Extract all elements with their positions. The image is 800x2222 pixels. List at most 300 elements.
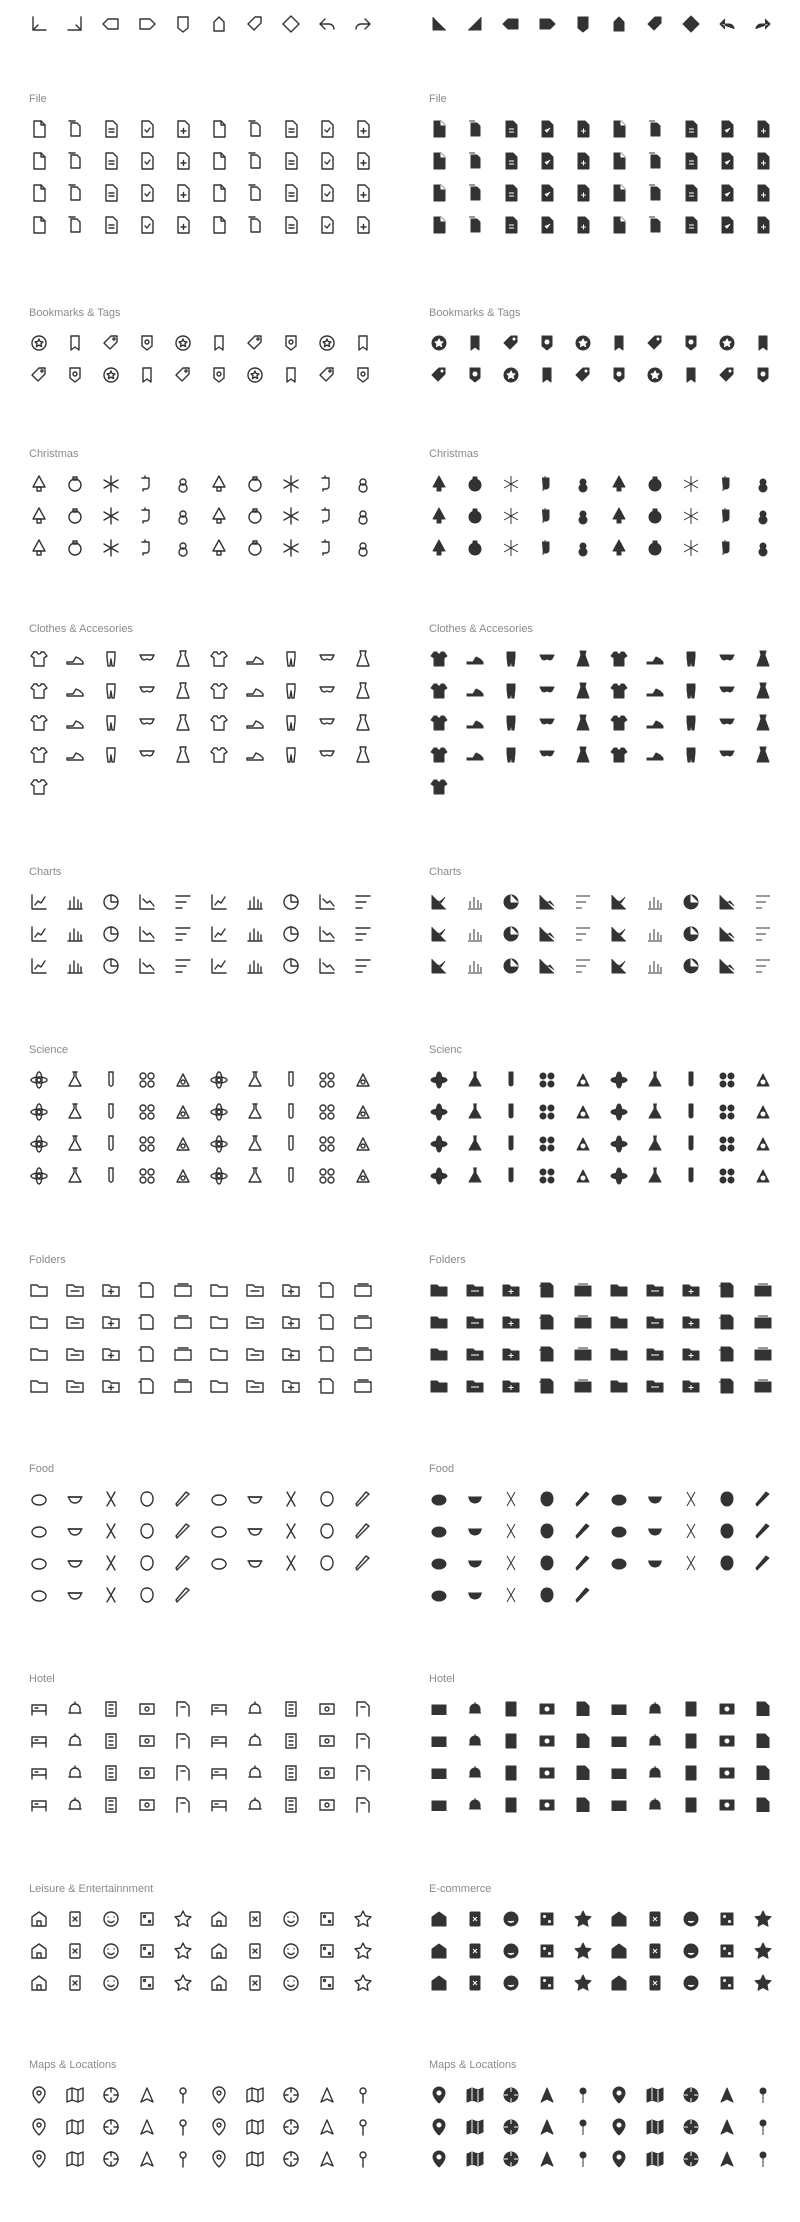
folder-icon bbox=[681, 1344, 701, 1364]
map-icon bbox=[537, 2149, 557, 2169]
chart-icon bbox=[465, 956, 485, 976]
science-icon bbox=[65, 1134, 85, 1154]
icon-grid bbox=[429, 2085, 779, 2169]
folder-icon bbox=[717, 1280, 737, 1300]
science-icon bbox=[573, 1070, 593, 1090]
science-icon bbox=[101, 1070, 121, 1090]
clothes-icon bbox=[65, 649, 85, 669]
map-icon bbox=[29, 2085, 49, 2105]
science-icon bbox=[501, 1070, 521, 1090]
science-icon bbox=[753, 1134, 773, 1154]
chart-icon bbox=[65, 924, 85, 944]
folder-icon bbox=[245, 1344, 265, 1364]
folder-icon bbox=[173, 1344, 193, 1364]
leisure-icon bbox=[353, 1941, 373, 1961]
hotel-icon bbox=[281, 1795, 301, 1815]
leisure-icon bbox=[281, 1973, 301, 1993]
file-icon bbox=[317, 183, 337, 203]
chart-icon bbox=[65, 892, 85, 912]
folder-icon bbox=[609, 1376, 629, 1396]
christmas-icon bbox=[609, 538, 629, 558]
chart-icon bbox=[281, 956, 301, 976]
icon-grid bbox=[29, 1280, 379, 1396]
science-icon bbox=[609, 1134, 629, 1154]
food-icon bbox=[209, 1521, 229, 1541]
folder-icon bbox=[573, 1280, 593, 1300]
hotel-icon bbox=[101, 1731, 121, 1751]
top-icon-row-outline bbox=[29, 14, 379, 34]
folder-icon bbox=[465, 1344, 485, 1364]
icon-grid bbox=[429, 649, 779, 797]
section-title: Folders bbox=[29, 1254, 66, 1266]
clothes-icon bbox=[537, 713, 557, 733]
folder-icon bbox=[537, 1344, 557, 1364]
hotel-icon bbox=[717, 1731, 737, 1751]
map-icon bbox=[137, 2117, 157, 2137]
food-icon bbox=[429, 1585, 449, 1605]
file-icon bbox=[245, 151, 265, 171]
bookmark-icon bbox=[429, 333, 449, 353]
christmas-icon bbox=[317, 474, 337, 494]
science-icon bbox=[501, 1134, 521, 1154]
leisure-icon bbox=[717, 1909, 737, 1929]
folder-icon bbox=[317, 1344, 337, 1364]
leisure-icon bbox=[537, 1909, 557, 1929]
science-icon bbox=[717, 1166, 737, 1186]
leisure-icon bbox=[101, 1909, 121, 1929]
icon-grid bbox=[429, 1070, 779, 1186]
file-icon bbox=[681, 151, 701, 171]
map-icon bbox=[353, 2085, 373, 2105]
hotel-icon bbox=[753, 1763, 773, 1783]
leisure-icon bbox=[573, 1909, 593, 1929]
undo-arrow-icon bbox=[317, 14, 337, 34]
food-icon bbox=[573, 1521, 593, 1541]
icon-grid bbox=[29, 474, 379, 558]
chart-icon bbox=[717, 892, 737, 912]
icon-grid bbox=[29, 649, 379, 797]
file-icon bbox=[245, 183, 265, 203]
file-icon bbox=[609, 183, 629, 203]
bookmark-icon bbox=[645, 333, 665, 353]
science-icon bbox=[173, 1166, 193, 1186]
map-icon bbox=[681, 2149, 701, 2169]
christmas-icon bbox=[717, 506, 737, 526]
science-icon bbox=[209, 1070, 229, 1090]
science-icon bbox=[317, 1070, 337, 1090]
file-icon bbox=[501, 215, 521, 235]
clothes-icon bbox=[429, 649, 449, 669]
file-icon bbox=[281, 215, 301, 235]
bookmark-icon bbox=[353, 365, 373, 385]
section-title: Clothes & Accesories bbox=[429, 623, 533, 635]
section-charts bbox=[29, 865, 379, 976]
food-icon bbox=[717, 1521, 737, 1541]
file-icon bbox=[645, 119, 665, 139]
file-icon bbox=[609, 119, 629, 139]
file-icon bbox=[65, 119, 85, 139]
science-icon bbox=[429, 1070, 449, 1090]
bookmark-icon bbox=[753, 365, 773, 385]
hotel-icon bbox=[465, 1795, 485, 1815]
hotel-icon bbox=[137, 1731, 157, 1751]
map-icon bbox=[645, 2085, 665, 2105]
christmas-icon bbox=[101, 538, 121, 558]
file-icon bbox=[681, 183, 701, 203]
chart-icon bbox=[353, 924, 373, 944]
clothes-icon bbox=[245, 649, 265, 669]
hotel-icon bbox=[29, 1795, 49, 1815]
christmas-icon bbox=[209, 538, 229, 558]
map-icon bbox=[429, 2117, 449, 2137]
clothes-icon bbox=[245, 681, 265, 701]
map-icon bbox=[209, 2117, 229, 2137]
science-icon bbox=[65, 1102, 85, 1122]
hotel-icon bbox=[353, 1795, 373, 1815]
chart-icon bbox=[209, 892, 229, 912]
chart-icon bbox=[353, 956, 373, 976]
clothes-icon bbox=[465, 713, 485, 733]
folder-icon bbox=[65, 1344, 85, 1364]
chart-icon bbox=[245, 956, 265, 976]
leisure-icon bbox=[29, 1941, 49, 1961]
corner-bottom-left-icon bbox=[29, 14, 49, 34]
science-icon bbox=[137, 1070, 157, 1090]
chart-icon bbox=[501, 924, 521, 944]
christmas-icon bbox=[501, 506, 521, 526]
science-icon bbox=[465, 1070, 485, 1090]
leisure-icon bbox=[209, 1973, 229, 1993]
diamond-tag-icon bbox=[681, 14, 701, 34]
bookmark-icon bbox=[465, 333, 485, 353]
christmas-icon bbox=[29, 474, 49, 494]
hotel-icon bbox=[317, 1795, 337, 1815]
map-icon bbox=[465, 2117, 485, 2137]
map-icon bbox=[717, 2085, 737, 2105]
icon-grid bbox=[429, 1489, 779, 1605]
clothes-icon bbox=[465, 745, 485, 765]
leisure-icon bbox=[465, 1973, 485, 1993]
file-icon bbox=[29, 151, 49, 171]
chart-icon bbox=[681, 924, 701, 944]
file-icon bbox=[101, 151, 121, 171]
icon-grid bbox=[429, 1699, 779, 1815]
chart-icon bbox=[317, 892, 337, 912]
science-icon bbox=[173, 1134, 193, 1154]
folder-icon bbox=[173, 1280, 193, 1300]
bookmark-icon bbox=[173, 365, 193, 385]
corner-bottom-left-icon bbox=[429, 14, 449, 34]
map-icon bbox=[681, 2085, 701, 2105]
science-icon bbox=[209, 1134, 229, 1154]
leisure-icon bbox=[753, 1941, 773, 1961]
christmas-icon bbox=[281, 506, 301, 526]
food-icon bbox=[681, 1553, 701, 1573]
file-icon bbox=[429, 183, 449, 203]
home-pentagon-icon bbox=[209, 14, 229, 34]
file-icon bbox=[101, 215, 121, 235]
hotel-icon bbox=[137, 1699, 157, 1719]
hotel-icon bbox=[353, 1731, 373, 1751]
bookmark-icon bbox=[137, 333, 157, 353]
bookmark-icon bbox=[753, 333, 773, 353]
science-icon bbox=[29, 1070, 49, 1090]
section-title: File bbox=[429, 93, 447, 105]
section-science bbox=[29, 1043, 379, 1186]
chart-icon bbox=[681, 956, 701, 976]
clothes-icon bbox=[429, 745, 449, 765]
chart-icon bbox=[717, 956, 737, 976]
map-icon bbox=[173, 2117, 193, 2137]
file-icon bbox=[137, 151, 157, 171]
map-icon bbox=[245, 2085, 265, 2105]
section-title: Scienc bbox=[429, 1044, 463, 1056]
clothes-icon bbox=[429, 713, 449, 733]
file-icon bbox=[281, 183, 301, 203]
clothes-icon bbox=[209, 649, 229, 669]
food-icon bbox=[465, 1585, 485, 1605]
map-icon bbox=[317, 2117, 337, 2137]
clothes-icon bbox=[65, 745, 85, 765]
chart-icon bbox=[717, 924, 737, 944]
hotel-icon bbox=[537, 1699, 557, 1719]
section-hotel bbox=[29, 1672, 379, 1815]
hotel-icon bbox=[429, 1699, 449, 1719]
hotel-icon bbox=[209, 1795, 229, 1815]
file-icon bbox=[537, 183, 557, 203]
file-icon bbox=[573, 215, 593, 235]
map-icon bbox=[65, 2085, 85, 2105]
christmas-icon bbox=[317, 538, 337, 558]
science-icon bbox=[465, 1134, 485, 1154]
folder-icon bbox=[465, 1376, 485, 1396]
hotel-icon bbox=[465, 1763, 485, 1783]
bookmark-icon bbox=[209, 365, 229, 385]
science-icon bbox=[609, 1070, 629, 1090]
food-icon bbox=[101, 1489, 121, 1509]
folder-icon bbox=[753, 1312, 773, 1332]
folder-icon bbox=[245, 1280, 265, 1300]
hotel-icon bbox=[681, 1731, 701, 1751]
folder-icon bbox=[465, 1280, 485, 1300]
leisure-icon bbox=[465, 1941, 485, 1961]
folder-icon bbox=[429, 1376, 449, 1396]
hotel-icon bbox=[753, 1795, 773, 1815]
bookmark-icon bbox=[317, 365, 337, 385]
leisure-icon bbox=[29, 1973, 49, 1993]
section-title: Christmas bbox=[429, 448, 479, 460]
map-icon bbox=[137, 2085, 157, 2105]
chart-icon bbox=[573, 924, 593, 944]
folder-icon bbox=[717, 1312, 737, 1332]
bookmark-icon bbox=[717, 365, 737, 385]
file-icon bbox=[645, 151, 665, 171]
clothes-icon bbox=[645, 745, 665, 765]
chart-icon bbox=[173, 892, 193, 912]
clothes-icon bbox=[717, 713, 737, 733]
leisure-icon bbox=[429, 1909, 449, 1929]
map-icon bbox=[101, 2085, 121, 2105]
folder-icon bbox=[245, 1312, 265, 1332]
hotel-icon bbox=[465, 1731, 485, 1751]
map-icon bbox=[753, 2149, 773, 2169]
leisure-icon bbox=[429, 1973, 449, 1993]
chart-icon bbox=[429, 892, 449, 912]
icon-grid bbox=[29, 892, 379, 976]
clothes-icon bbox=[317, 745, 337, 765]
hotel-icon bbox=[65, 1699, 85, 1719]
food-icon bbox=[681, 1489, 701, 1509]
folder-icon bbox=[353, 1280, 373, 1300]
bookmark-icon bbox=[645, 365, 665, 385]
map-icon bbox=[429, 2085, 449, 2105]
food-icon bbox=[753, 1489, 773, 1509]
section-title: E-commerce bbox=[429, 1883, 492, 1895]
science-icon bbox=[65, 1166, 85, 1186]
folder-icon bbox=[281, 1280, 301, 1300]
science-icon bbox=[753, 1102, 773, 1122]
science-icon bbox=[29, 1134, 49, 1154]
file-icon bbox=[317, 151, 337, 171]
science-icon bbox=[753, 1070, 773, 1090]
leisure-icon bbox=[173, 1973, 193, 1993]
map-icon bbox=[281, 2117, 301, 2137]
science-icon bbox=[137, 1134, 157, 1154]
leisure-icon bbox=[353, 1909, 373, 1929]
food-icon bbox=[753, 1521, 773, 1541]
clothes-icon bbox=[609, 681, 629, 701]
food-icon bbox=[65, 1489, 85, 1509]
clothes-icon bbox=[29, 681, 49, 701]
section-charts bbox=[429, 865, 779, 976]
file-icon bbox=[173, 183, 193, 203]
leisure-icon bbox=[681, 1909, 701, 1929]
hotel-icon bbox=[501, 1699, 521, 1719]
christmas-icon bbox=[29, 538, 49, 558]
section-christmas bbox=[429, 447, 779, 558]
food-icon bbox=[29, 1553, 49, 1573]
section-title: Food bbox=[29, 1463, 55, 1475]
icon-grid bbox=[429, 119, 779, 235]
science-icon bbox=[281, 1134, 301, 1154]
badge-down-icon bbox=[573, 14, 593, 34]
folder-icon bbox=[209, 1312, 229, 1332]
food-icon bbox=[245, 1521, 265, 1541]
chart-icon bbox=[501, 892, 521, 912]
folder-icon bbox=[65, 1376, 85, 1396]
file-icon bbox=[753, 151, 773, 171]
section-food bbox=[29, 1462, 379, 1605]
hotel-icon bbox=[645, 1699, 665, 1719]
chart-icon bbox=[429, 924, 449, 944]
chart-icon bbox=[573, 892, 593, 912]
folder-icon bbox=[609, 1344, 629, 1364]
hotel-icon bbox=[681, 1795, 701, 1815]
top-icon-row-filled bbox=[429, 14, 779, 34]
food-icon bbox=[353, 1521, 373, 1541]
top-grid bbox=[29, 14, 379, 34]
bookmark-icon bbox=[245, 333, 265, 353]
food-icon bbox=[65, 1521, 85, 1541]
file-icon bbox=[353, 215, 373, 235]
diamond-tag-icon bbox=[281, 14, 301, 34]
food-icon bbox=[29, 1521, 49, 1541]
file-icon bbox=[537, 119, 557, 139]
clothes-icon bbox=[137, 649, 157, 669]
leisure-icon bbox=[501, 1909, 521, 1929]
hotel-icon bbox=[137, 1763, 157, 1783]
science-icon bbox=[717, 1134, 737, 1154]
hotel-icon bbox=[173, 1731, 193, 1751]
hotel-icon bbox=[429, 1763, 449, 1783]
folder-icon bbox=[573, 1344, 593, 1364]
leisure-icon bbox=[317, 1941, 337, 1961]
clothes-icon bbox=[537, 745, 557, 765]
science-icon bbox=[209, 1102, 229, 1122]
bookmark-icon bbox=[717, 333, 737, 353]
science-icon bbox=[101, 1166, 121, 1186]
chart-icon bbox=[501, 956, 521, 976]
science-icon bbox=[29, 1102, 49, 1122]
christmas-icon bbox=[465, 538, 485, 558]
clothes-icon bbox=[29, 713, 49, 733]
map-icon bbox=[29, 2117, 49, 2137]
folder-icon bbox=[501, 1280, 521, 1300]
christmas-icon bbox=[29, 506, 49, 526]
bookmark-icon bbox=[65, 365, 85, 385]
chart-icon bbox=[101, 924, 121, 944]
christmas-icon bbox=[281, 474, 301, 494]
chart-icon bbox=[137, 956, 157, 976]
hotel-icon bbox=[29, 1699, 49, 1719]
map-icon bbox=[717, 2149, 737, 2169]
file-icon bbox=[317, 119, 337, 139]
map-icon bbox=[573, 2085, 593, 2105]
clothes-icon bbox=[681, 649, 701, 669]
file-icon bbox=[245, 215, 265, 235]
hotel-icon bbox=[681, 1763, 701, 1783]
science-icon bbox=[645, 1102, 665, 1122]
science-icon bbox=[465, 1166, 485, 1186]
christmas-icon bbox=[753, 538, 773, 558]
leisure-icon bbox=[681, 1973, 701, 1993]
hotel-icon bbox=[317, 1763, 337, 1783]
corner-bottom-right-icon bbox=[65, 14, 85, 34]
hotel-icon bbox=[717, 1795, 737, 1815]
hotel-icon bbox=[245, 1731, 265, 1751]
folder-icon bbox=[501, 1344, 521, 1364]
section-title: Leisure & Entertainnment bbox=[29, 1883, 154, 1895]
science-icon bbox=[353, 1102, 373, 1122]
section-hotel bbox=[429, 1672, 779, 1815]
section-title: Hotel bbox=[29, 1673, 55, 1685]
bookmark-icon bbox=[173, 333, 193, 353]
chart-icon bbox=[209, 956, 229, 976]
science-icon bbox=[317, 1102, 337, 1122]
christmas-icon bbox=[281, 538, 301, 558]
hotel-icon bbox=[317, 1731, 337, 1751]
section-e-commerce bbox=[429, 1882, 779, 1993]
file-icon bbox=[681, 119, 701, 139]
map-icon bbox=[353, 2117, 373, 2137]
christmas-icon bbox=[681, 474, 701, 494]
bookmark-icon bbox=[501, 365, 521, 385]
food-icon bbox=[101, 1585, 121, 1605]
bookmark-icon bbox=[501, 333, 521, 353]
food-icon bbox=[429, 1553, 449, 1573]
file-icon bbox=[137, 215, 157, 235]
science-icon bbox=[353, 1134, 373, 1154]
